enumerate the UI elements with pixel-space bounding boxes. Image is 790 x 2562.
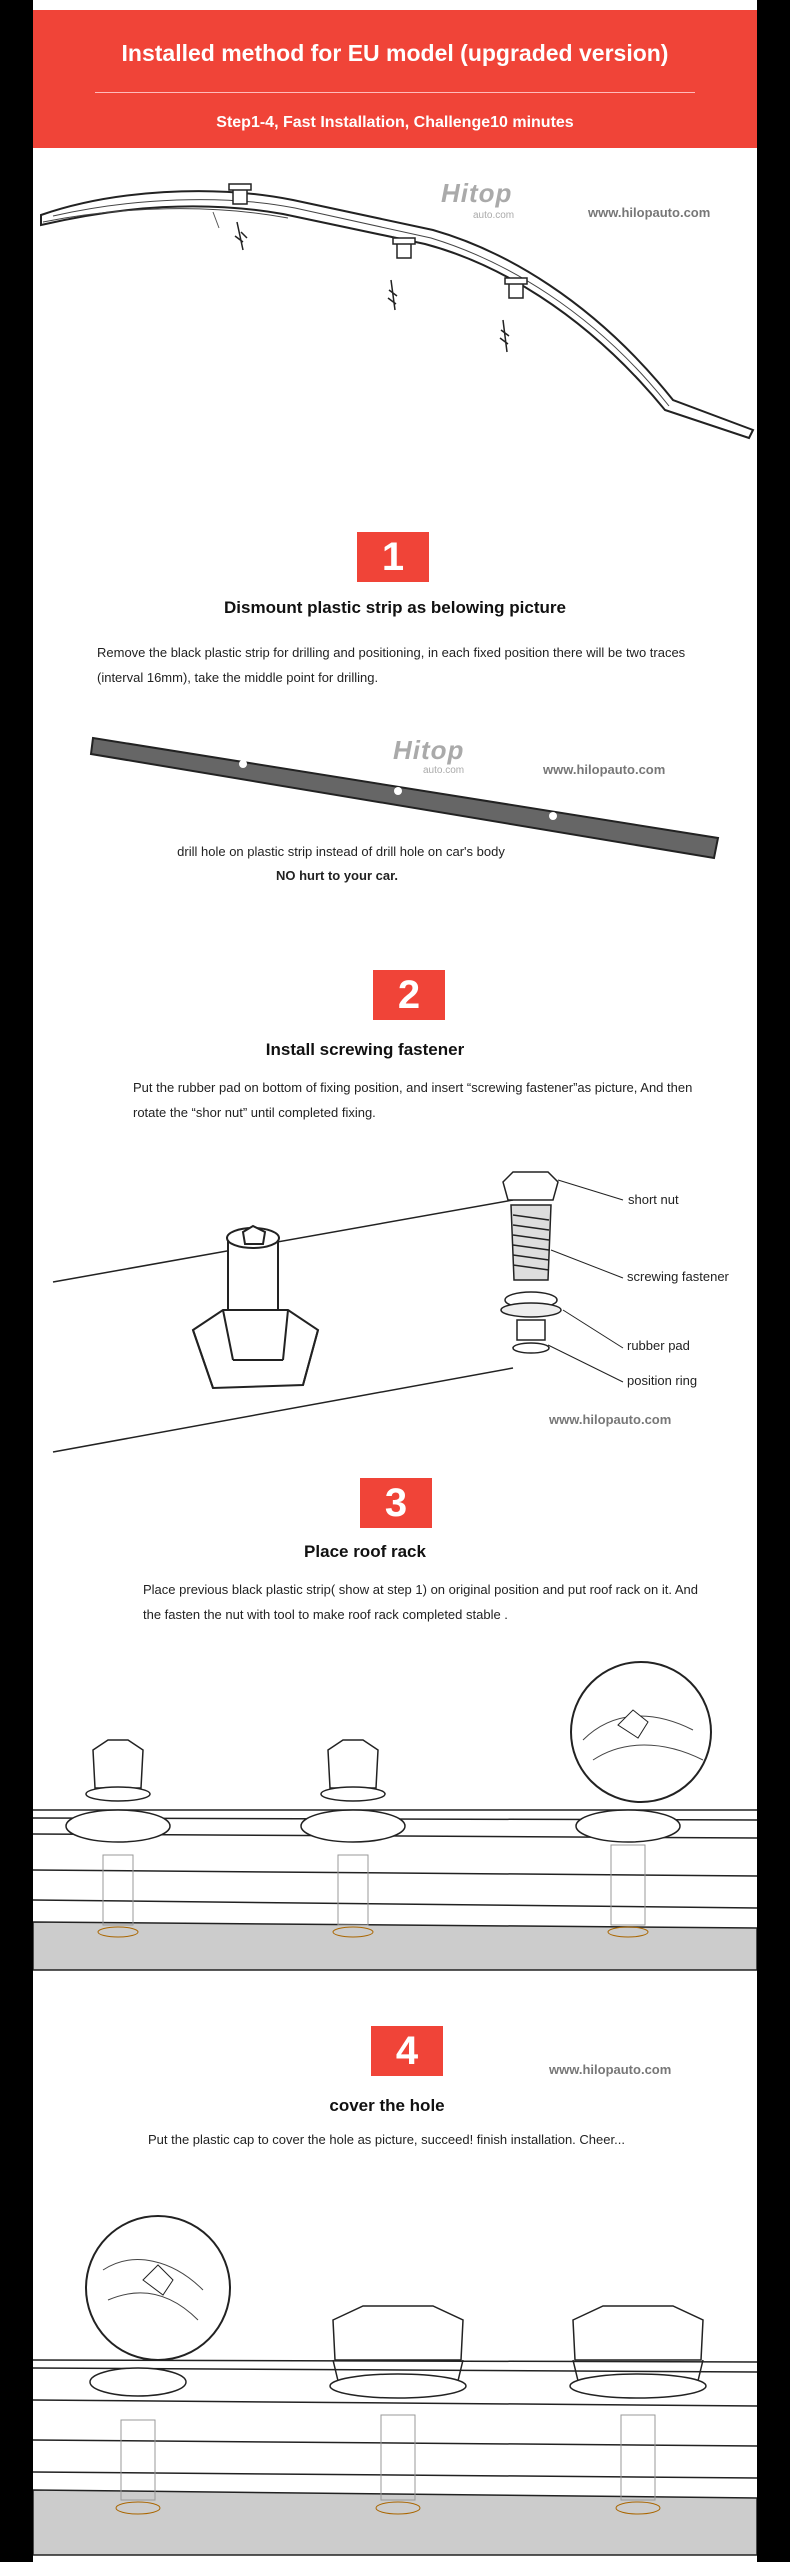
watermark-url: www.hilopauto.com [588,205,711,220]
step-2-title: Install screwing fastener [265,1040,465,1059]
watermark-logo-sub: auto.com [473,210,515,221]
watermark-url: www.hilopauto.com [549,1412,672,1427]
watermark-logo: Hitop [441,178,513,208]
step-4-title: cover the hole [329,2096,445,2115]
label-screwing-fastener: screwing fastener [627,1269,729,1284]
step-4-description: Put the plastic cap to cover the hole as picture, succeed! finish installation. Cheer... [148,2132,625,2147]
step-1-caption-bold: NO hurt to your car. [275,868,399,883]
step-1-title: Dismount plastic strip as belowing picture [224,598,566,617]
label-short-nut: short nut [628,1192,679,1207]
label-rubber-pad: rubber pad [627,1338,690,1353]
step-4-badge: 4 [371,2026,443,2076]
header-divider [95,92,695,93]
watermark-logo: Hitop [393,735,465,765]
step-3-description: Place previous black plastic strip( show at step 1) on original position and put roof rack on it. And the fasten the nut with tool to make roof rack completed stable . [143,1582,698,1622]
step-1-description: Remove the black plastic strip for drilling and positioning, in each fixed position there will be two traces (interval 16mm), take the middle point for drilling. [97,645,686,685]
watermark-url: www.hilopauto.com [549,2062,672,2077]
step-1-badge: 1 [357,532,429,582]
step-2-description: Put the rubber pad on bottom of fixing position, and insert “screwing fastener”as picture, And then rotate the “shor nut” until completed fixing. [133,1080,693,1120]
page-subtitle: Step1-4, Fast Installation, Challenge10 minutes [216,114,574,131]
step-3-title: Place roof rack [304,1542,426,1561]
step-1-caption: drill hole on plastic strip instead of drill hole on car's body [177,844,505,859]
step-2-badge: 2 [373,970,445,1020]
step-3-badge: 3 [360,1478,432,1528]
watermark-url: www.hilopauto.com [543,762,666,777]
instruction-page [33,0,757,2562]
watermark-logo-sub: auto.com [423,765,465,776]
page-title: Installed method for EU model (upgraded version) [121,40,669,66]
label-position-ring: position ring [627,1373,698,1388]
roof-rack-placement-illustration [33,1670,757,1970]
hole-cover-illustration [33,2210,757,2555]
header-banner [33,10,757,148]
